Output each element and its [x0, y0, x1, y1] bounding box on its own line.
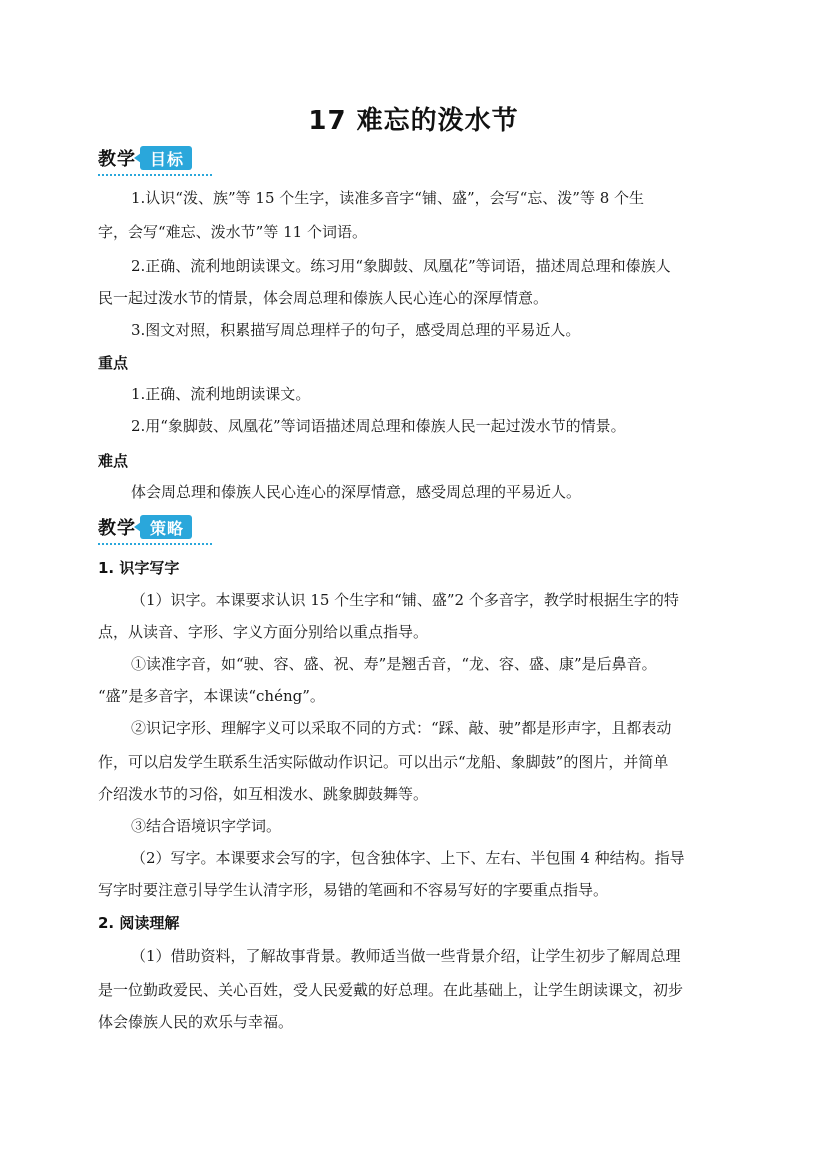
difficulties-heading: 难点 — [98, 452, 129, 470]
paragraph-line: 1.正确、流利地朗读课文。 — [131, 385, 311, 403]
section-heading: 教学 — [98, 149, 136, 170]
paragraph-line: 字，会写“难忘、泼水节”等 11 个词语。 — [98, 223, 367, 241]
section-heading: 教学 — [98, 518, 136, 539]
paragraph-line: 介绍泼水节的习俗，如互相泼水、跳象脚鼓舞等。 — [98, 785, 429, 803]
key-points-heading: 重点 — [98, 354, 129, 372]
paragraph-line: 点，从读音、字形、字义方面分别给以重点指导。 — [98, 623, 429, 641]
paragraph-line: 是一位勤政爱民、关心百姓，受人民爱戴的好总理。在此基础上，让学生朗读课文，初步 — [98, 981, 684, 999]
paragraph-line: （2）写字。本课要求会写的字，包含独体字、上下、左右、半包围 4 种结构。指导 — [131, 849, 685, 867]
paragraph-line: “盛”是多音字，本课读“chéng”。 — [98, 687, 325, 705]
section-tag: 目标 — [140, 146, 192, 170]
paragraph-line: 体会傣族人民的欢乐与幸福。 — [98, 1013, 294, 1031]
paragraph-line: 写字时要注意引导学生认清字形，易错的笔画和不容易写好的字要重点指导。 — [98, 881, 609, 899]
paragraph-line: （1）识字。本课要求认识 15 个生字和“铺、盛”2 个多音字，教学时根据生字的特 — [131, 591, 679, 609]
dotted-underline — [98, 174, 212, 176]
section-header-goals — [98, 143, 192, 173]
paragraph-line: 2.正确、流利地朗读课文。练习用“象脚鼓、凤凰花”等词语，描述周总理和傣族人 — [131, 257, 671, 275]
paragraph-line: ②识记字形、理解字义可以采取不同的方式：“踩、敲、驶”都是形声字，且都表动 — [131, 719, 672, 737]
paragraph-line: 体会周总理和傣族人民心连心的深厚情意，感受周总理的平易近人。 — [131, 483, 582, 501]
paragraph-line: ③结合语境识字学词。 — [131, 817, 282, 835]
paragraph-line: （1）借助资料，了解故事背景。教师适当做一些背景介绍，让学生初步了解周总理 — [131, 947, 681, 965]
dotted-underline — [98, 543, 212, 545]
paragraph-line: 作，可以启发学生联系生活实际做动作识记。可以出示“龙船、象脚鼓”的图片，并简单 — [98, 753, 669, 771]
section-header-strategy — [98, 512, 192, 542]
paragraph-line: 3.图文对照，积累描写周总理样子的句子，感受周总理的平易近人。 — [131, 321, 581, 339]
paragraph-line: 民一起过泼水节的情景，体会周总理和傣族人民心连心的深厚情意。 — [98, 289, 549, 307]
paragraph-line: ①读准字音，如“驶、容、盛、祝、寿”是翘舌音，“龙、容、盛、康”是后鼻音。 — [131, 655, 657, 673]
page-title: 17 难忘的泼水节 — [308, 106, 519, 136]
section-tag: 策略 — [140, 515, 192, 539]
paragraph-line: 2.用“象脚鼓、凤凰花”等词语描述周总理和傣族人民一起过泼水节的情景。 — [131, 417, 626, 435]
subheading-reading: 2. 阅读理解 — [98, 914, 180, 932]
subheading-literacy: 1. 识字写字 — [98, 559, 180, 577]
paragraph-line: 1.认识“泼、族”等 15 个生字，读准多音字“铺、盛”，会写“忘、泼”等 8 个生 — [131, 189, 645, 207]
